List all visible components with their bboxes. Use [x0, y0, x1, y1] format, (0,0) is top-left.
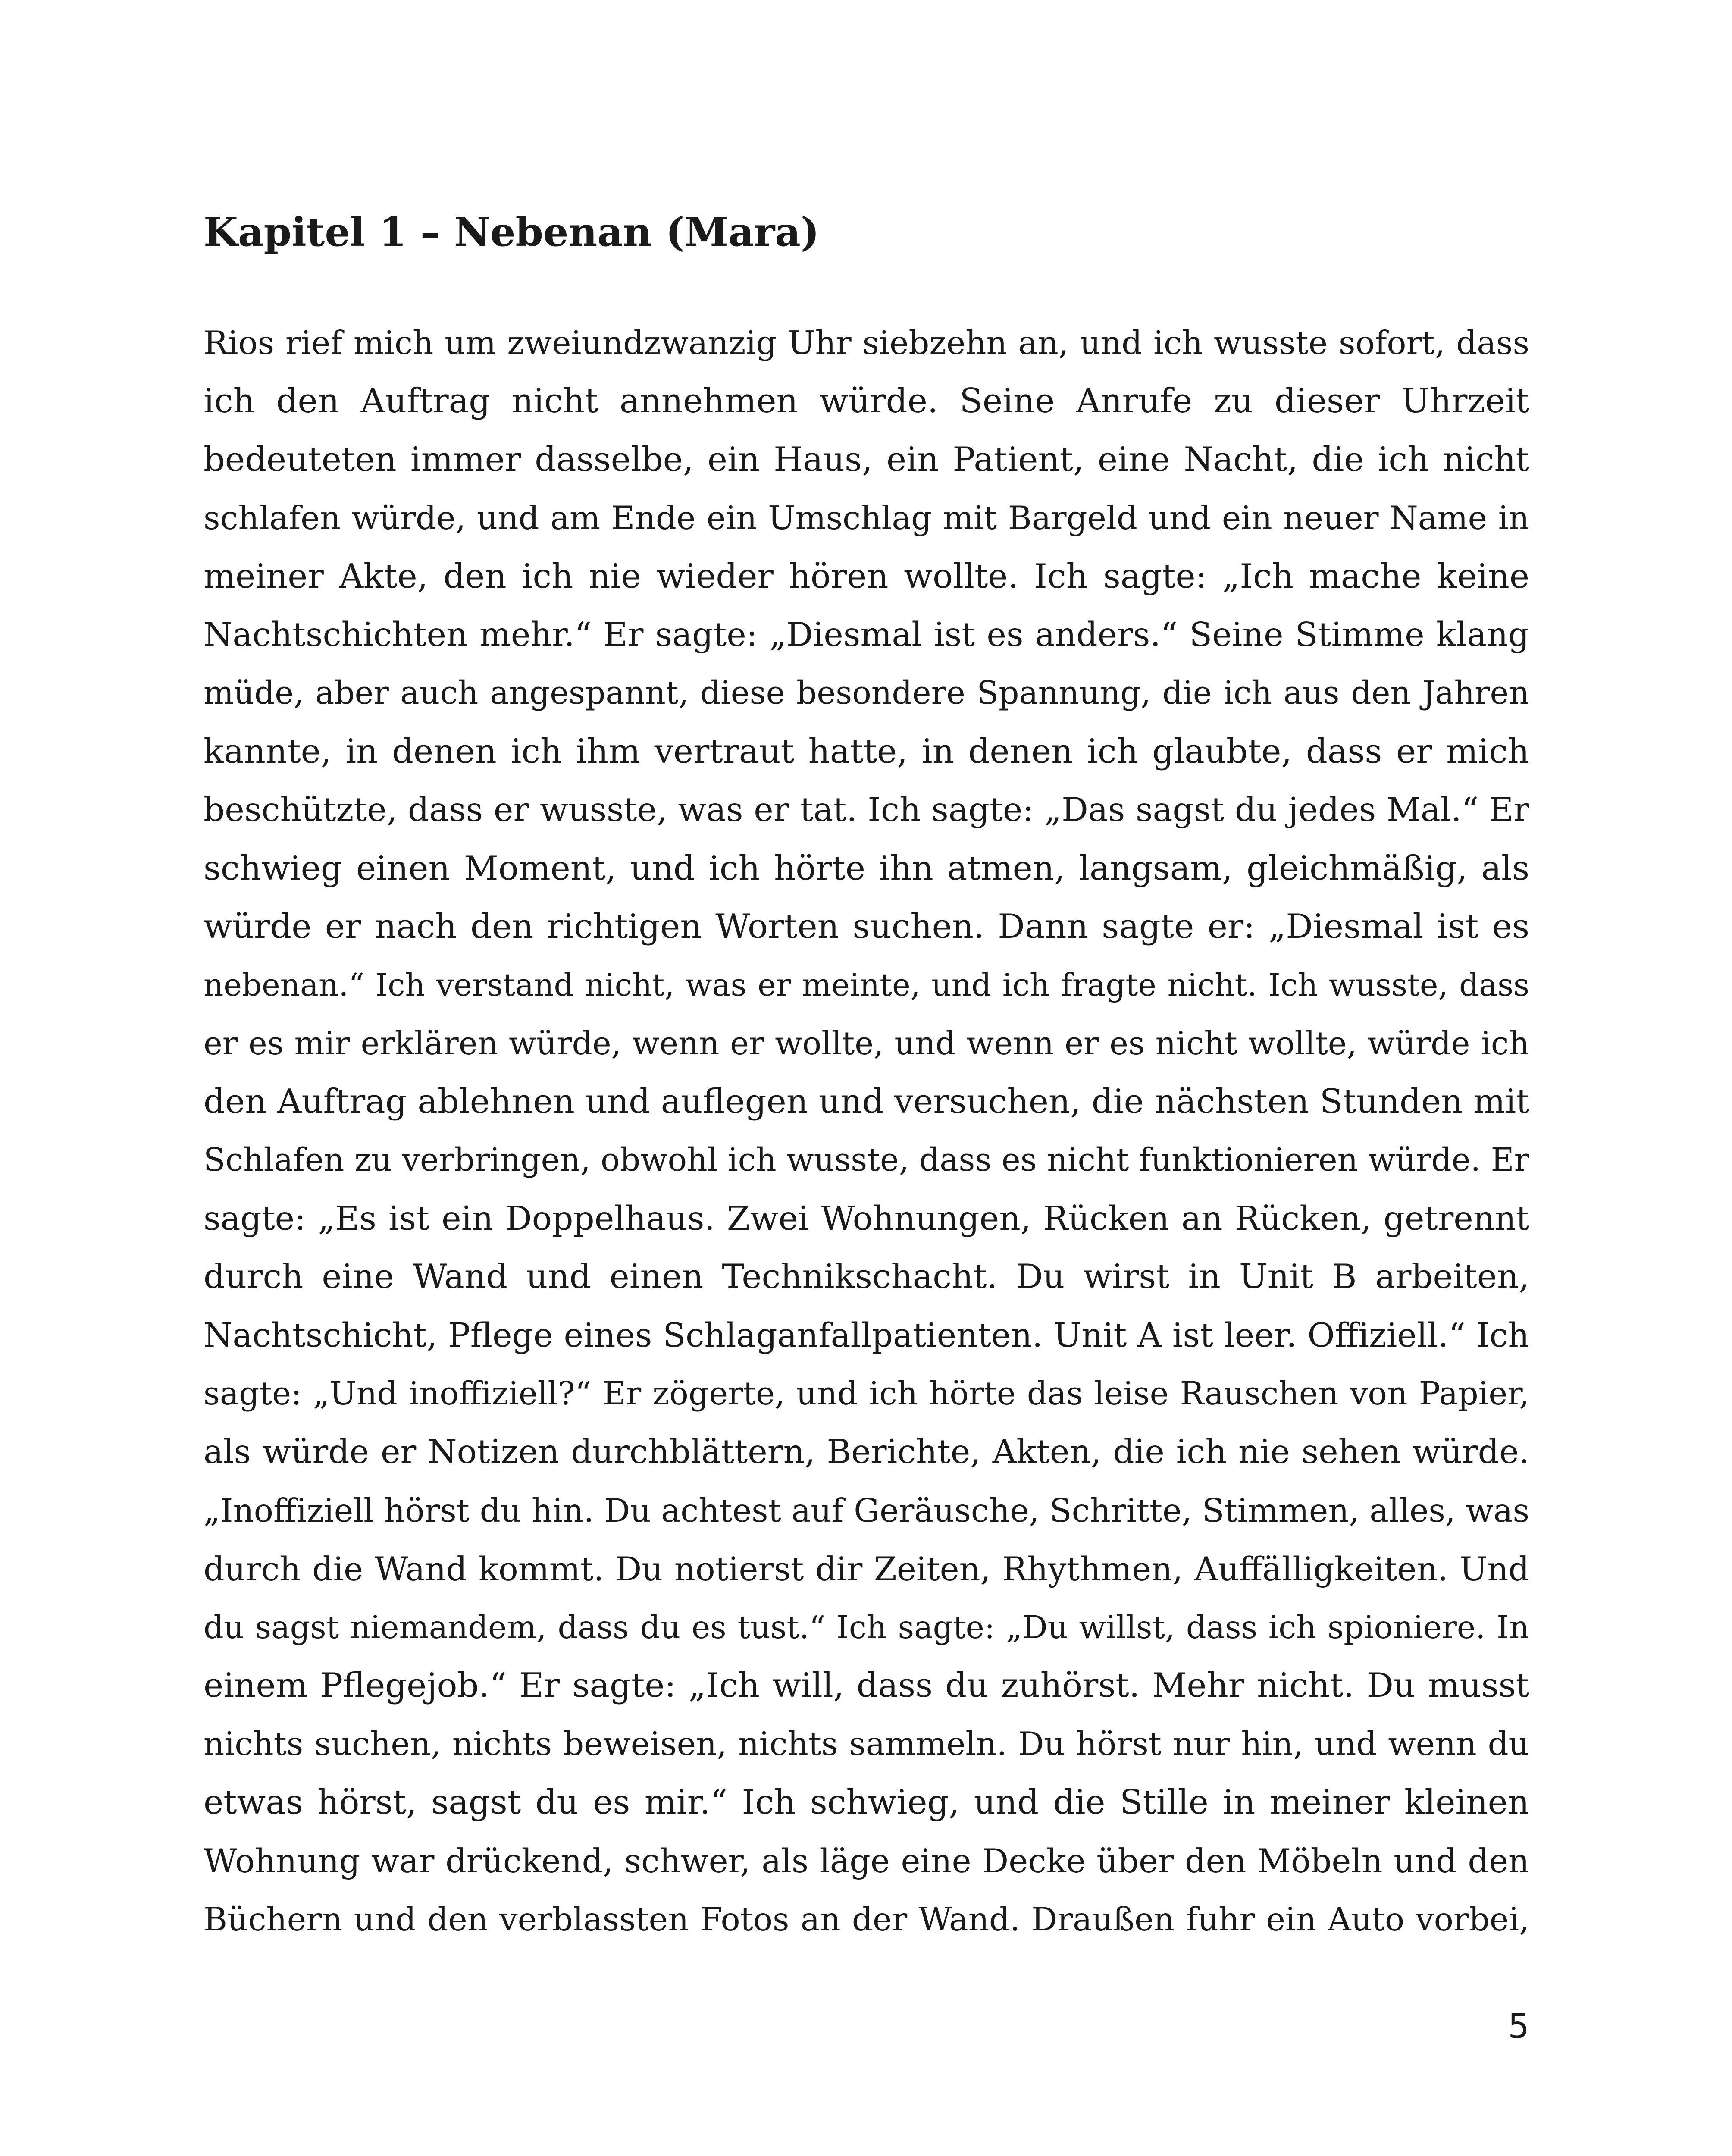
text-line: Büchern und den verblassten Fotos an der Wand. Draußen fuhr ein Auto vorbei, — [204, 1900, 1529, 1938]
text-line: Rios rief mich um zweiundzwanzig Uhr siebzehn an, und ich wusste sofort, dass — [204, 324, 1529, 362]
text-line: einem Pflegejob.“ Er sagte: „Ich will, dass du zuhörst. Mehr nicht. Du musst — [204, 1666, 1529, 1705]
text-line: er es mir erklären würde, wenn er wollte, und wenn er es nicht wollte, würde ich — [204, 1025, 1529, 1062]
text-line: Nachtschicht, Pflege eines Schlaganfallpatienten. Unit A ist leer. Offiziell.“ Ich — [204, 1316, 1529, 1355]
text-line: meiner Akte, den ich nie wieder hören wollte. Ich sagte: „Ich mache keine — [204, 557, 1529, 596]
text-line: sagte: „Und inoffiziell?“ Er zögerte, und ich hörte das leise Rauschen von Papier, — [204, 1375, 1529, 1413]
text-line: kannte, in denen ich ihm vertraut hatte, in denen ich glaubte, dass er mich — [204, 732, 1529, 771]
body-paragraph — [204, 314, 1529, 1949]
chapter-title: Kapitel 1 – Nebenan (Mara) — [204, 209, 820, 255]
text-line: du sagst niemandem, dass du es tust.“ Ich sagte: „Du willst, dass ich spioniere. In — [204, 1609, 1529, 1646]
text-line: nebenan.“ Ich verstand nicht, was er meinte, und ich fragte nicht. Ich wusste, dass — [204, 967, 1529, 1003]
text-line: ich den Auftrag nicht annehmen würde. Seine Anrufe zu dieser Uhrzeit — [204, 382, 1529, 421]
text-line: etwas hörst, sagst du es mir.“ Ich schwieg, und die Stille in meiner kleinen — [204, 1783, 1529, 1822]
page-number: 5 — [1508, 2007, 1529, 2046]
text-line: schlafen würde, und am Ende ein Umschlag mit Bargeld und ein neuer Name in — [204, 499, 1529, 537]
text-line: schwieg einen Moment, und ich hörte ihn atmen, langsam, gleichmäßig, als — [204, 849, 1529, 888]
text-line: nichts suchen, nichts beweisen, nichts sammeln. Du hörst nur hin, und wenn du — [204, 1725, 1529, 1763]
text-line: durch eine Wand und einen Technikschacht. Du wirst in Unit B arbeiten, — [204, 1257, 1529, 1297]
text-line: Schlafen zu verbringen, obwohl ich wusste, dass es nicht funktionieren würde. Er — [204, 1141, 1529, 1179]
text-line: Nachtschichten mehr.“ Er sagte: „Diesmal ist es anders.“ Seine Stimme klang — [204, 615, 1529, 654]
text-line: als würde er Notizen durchblättern, Berichte, Akten, die ich nie sehen würde. — [204, 1433, 1529, 1472]
text-line: beschützte, dass er wusste, was er tat. Ich sagte: „Das sagst du jedes Mal.“ Er — [204, 791, 1529, 830]
text-line: durch die Wand kommt. Du notierst dir Zeiten, Rhythmen, Auffälligkeiten. Und — [204, 1550, 1529, 1589]
text-line: Wohnung war drückend, schwer, als läge eine Decke über den Möbeln und den — [204, 1842, 1529, 1880]
text-line: sagte: „Es ist ein Doppelhaus. Zwei Wohnungen, Rücken an Rücken, getrennt — [204, 1199, 1529, 1238]
text-line: bedeuteten immer dasselbe, ein Haus, ein Patient, eine Nacht, die ich nicht — [204, 440, 1529, 479]
text-line: „Inoffiziell hörst du hin. Du achtest auf Geräusche, Schritte, Stimmen, alles, was — [204, 1491, 1529, 1529]
text-line: würde er nach den richtigen Worten suchen. Dann sagte er: „Diesmal ist es — [204, 907, 1529, 946]
text-line: müde, aber auch angespannt, diese besondere Spannung, die ich aus den Jahren — [204, 674, 1529, 712]
text-line: den Auftrag ablehnen und auflegen und versuchen, die nächsten Stunden mit — [204, 1082, 1529, 1122]
